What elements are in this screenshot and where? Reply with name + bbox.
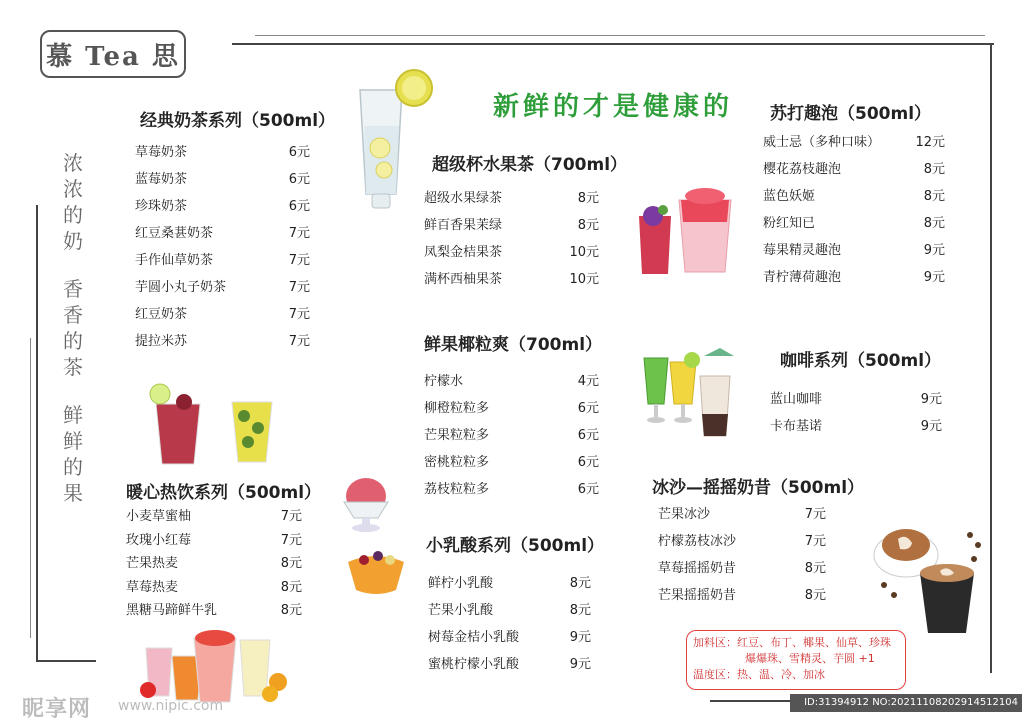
- item-price: 9元: [569, 630, 591, 645]
- menu-list-smoothie: [658, 501, 826, 609]
- vertical-slogan-3: 鲜鲜的果: [63, 403, 83, 505]
- item-price: 9元: [923, 243, 945, 258]
- menu-item: [424, 368, 599, 395]
- menu-item: [658, 501, 826, 528]
- item-name: 芒果热麦: [126, 556, 179, 571]
- item-price: 9元: [923, 270, 945, 285]
- menu-item: [428, 570, 591, 597]
- menu-list-classic-milk-tea: [135, 139, 310, 355]
- item-name: 荔枝粒粒多: [424, 482, 490, 497]
- frame-line: [232, 43, 994, 45]
- menu-item: [424, 395, 599, 422]
- menu-item: [658, 528, 826, 555]
- item-price: 12元: [915, 135, 945, 150]
- brand-logo: 慕 Tea 思: [40, 30, 186, 78]
- menu-list-fruit-tea: [424, 185, 599, 293]
- coffee-cups-image: [870, 515, 986, 635]
- item-price: 7元: [288, 334, 310, 349]
- item-price: 9元: [569, 657, 591, 672]
- menu-item: [135, 274, 310, 301]
- menu-item: [126, 505, 302, 529]
- item-price: 7元: [288, 280, 310, 295]
- menu-item: [763, 264, 945, 291]
- item-price: 7元: [804, 534, 826, 549]
- item-price: 8元: [923, 162, 945, 177]
- addon-toppings: 加料区：红豆、布丁、椰果、仙草、珍珠: [693, 636, 891, 649]
- item-name: 蓝莓奶茶: [135, 172, 188, 187]
- section-title-fruit-tea: 超级杯水果茶（700ml）: [432, 155, 628, 175]
- menu-item: [763, 210, 945, 237]
- item-price: 8元: [569, 576, 591, 591]
- section-title-coconut: 鲜果椰粒爽（700ml）: [424, 335, 603, 355]
- menu-item: [135, 328, 310, 355]
- frame-line: [36, 660, 96, 662]
- item-name: 蜜桃柠檬小乳酸: [428, 657, 520, 672]
- menu-item: [763, 183, 945, 210]
- menu-item: [424, 422, 599, 449]
- item-name: 满杯西柚果茶: [424, 272, 503, 287]
- menu-item: [770, 386, 942, 413]
- item-price: 8元: [280, 556, 302, 571]
- item-price: 8元: [804, 588, 826, 603]
- menu-item: [135, 247, 310, 274]
- frame-line: [30, 338, 31, 638]
- item-name: 芋圆小丸子奶茶: [135, 280, 227, 295]
- item-price: 8元: [280, 579, 302, 595]
- frame-line: [36, 205, 38, 660]
- menu-list-soda: [763, 129, 945, 291]
- vertical-slogan-2: 香香的茶: [63, 277, 83, 379]
- menu-item: [424, 266, 599, 293]
- menu-item: [428, 651, 591, 678]
- frame-line: [990, 43, 992, 673]
- addon-box: [686, 630, 906, 690]
- item-price: 10元: [569, 272, 599, 287]
- menu-item: [135, 139, 310, 166]
- item-name: 芒果粒粒多: [424, 428, 490, 443]
- menu-item: [135, 301, 310, 328]
- menu-item: [658, 582, 826, 609]
- menu-item: [770, 413, 942, 440]
- item-name: 蓝色妖姬: [763, 189, 816, 204]
- item-name: 手作仙草奶茶: [135, 253, 214, 268]
- item-name: 威士忌（多种口味）: [763, 135, 881, 150]
- vertical-slogan-1: 浓浓的奶: [63, 151, 83, 253]
- item-name: 树莓金桔小乳酸: [428, 630, 520, 645]
- item-price: 6元: [577, 455, 599, 470]
- item-price: 7元: [280, 532, 302, 548]
- item-price: 7元: [804, 507, 826, 522]
- item-price: 4元: [577, 374, 599, 389]
- item-name: 珍珠奶茶: [135, 199, 188, 214]
- addon-temperature: 温度区：热、温、冷、加冰: [693, 668, 825, 681]
- menu-list-yogurt: [428, 570, 591, 678]
- watermark-url: www.nipic.com: [118, 698, 224, 714]
- menu-item: [428, 624, 591, 651]
- menu-item: [763, 129, 945, 156]
- item-price: 9元: [920, 392, 942, 407]
- item-name: 芒果冰沙: [658, 507, 711, 522]
- item-price: 6元: [288, 199, 310, 214]
- item-price: 9元: [920, 419, 942, 434]
- item-name: 草莓奶茶: [135, 145, 188, 160]
- item-price: 6元: [577, 401, 599, 416]
- section-title-classic-milk-tea: 经典奶茶系列（500ml）: [140, 111, 336, 131]
- item-name: 超级水果绿茶: [424, 191, 503, 206]
- menu-item: [428, 597, 591, 624]
- item-price: 8元: [923, 189, 945, 204]
- frame-line: [255, 35, 985, 36]
- menu-item: [424, 449, 599, 476]
- item-name: 卡布基诺: [770, 419, 823, 434]
- item-name: 芒果摇摇奶昔: [658, 588, 737, 603]
- item-name: 黑糖马蹄鲜牛乳: [126, 603, 218, 618]
- section-title-hot-drinks: 暖心热饮系列（500ml）: [126, 483, 322, 503]
- item-price: 8元: [569, 603, 591, 618]
- item-price: 8元: [577, 218, 599, 233]
- item-name: 莓果精灵趣泡: [763, 243, 842, 258]
- item-price: 6元: [577, 482, 599, 497]
- shaved-ice-image: [340, 474, 392, 534]
- item-name: 提拉米苏: [135, 334, 188, 349]
- menu-list-hot-drinks: [126, 505, 302, 623]
- menu-item: [126, 599, 302, 623]
- iced-drinks-image: [148, 380, 288, 468]
- menu-item: [126, 529, 302, 553]
- menu-item: [424, 476, 599, 503]
- item-name: 蓝山咖啡: [770, 392, 823, 407]
- section-title-soda: 苏打趣泡（500ml）: [770, 104, 932, 124]
- item-name: 芒果小乳酸: [428, 603, 494, 618]
- menu-item: [763, 156, 945, 183]
- item-price: 8元: [577, 191, 599, 206]
- item-name: 红豆奶茶: [135, 307, 188, 322]
- item-price: 7元: [288, 226, 310, 241]
- item-price: 7元: [288, 307, 310, 322]
- item-name: 草莓热麦: [126, 579, 179, 595]
- section-title-coffee: 咖啡系列（500ml）: [780, 351, 942, 371]
- menu-item: [424, 212, 599, 239]
- item-name: 红豆桑葚奶茶: [135, 226, 214, 241]
- fruit-cups-image: [140, 628, 290, 704]
- item-name: 柠檬荔枝冰沙: [658, 534, 737, 549]
- juice-glasses-image: [638, 334, 738, 440]
- item-price: 7元: [288, 253, 310, 268]
- item-price: 8元: [923, 216, 945, 231]
- item-name: 鲜柠小乳酸: [428, 576, 494, 591]
- menu-item: [658, 555, 826, 582]
- watermark-id: ID:31394912 NO:20211108202914512104: [790, 694, 1022, 712]
- item-name: 小麦草蜜柚: [126, 509, 192, 524]
- addon-toppings-more: 爆爆珠、雪精灵、芋圆 +1: [745, 652, 875, 665]
- item-price: 6元: [288, 145, 310, 160]
- dessert-bowl-image: [344, 546, 408, 598]
- section-title-yogurt: 小乳酸系列（500ml）: [426, 536, 605, 556]
- menu-list-coffee: [770, 386, 942, 440]
- slogan: 新鲜的才是健康的: [493, 92, 734, 122]
- menu-item: [763, 237, 945, 264]
- menu-item: [424, 239, 599, 266]
- item-price: 10元: [569, 245, 599, 260]
- item-name: 凤梨金桔果茶: [424, 245, 503, 260]
- item-name: 青柠薄荷趣泡: [763, 270, 842, 285]
- lemon-water-glass-image: [352, 66, 438, 214]
- item-name: 粉红知已: [763, 216, 816, 231]
- item-name: 鲜百香果茉绿: [424, 218, 503, 233]
- item-name: 玫瑰小红莓: [126, 532, 192, 548]
- menu-item: [126, 576, 302, 600]
- item-price: 8元: [804, 561, 826, 576]
- menu-item: [135, 166, 310, 193]
- fruit-tea-cups-image: [635, 186, 745, 276]
- item-name: 樱花荔枝趣泡: [763, 162, 842, 177]
- item-price: 6元: [288, 172, 310, 187]
- menu-item: [126, 552, 302, 576]
- menu-item: [135, 193, 310, 220]
- item-price: 6元: [577, 428, 599, 443]
- menu-item: [135, 220, 310, 247]
- watermark-brand: 昵享网: [22, 697, 92, 722]
- item-name: 密桃粒粒多: [424, 455, 490, 470]
- item-price: 8元: [280, 603, 302, 618]
- item-name: 草莓摇摇奶昔: [658, 561, 737, 576]
- item-name: 柠檬水: [424, 374, 464, 389]
- menu-list-coconut: [424, 368, 599, 503]
- item-price: 7元: [280, 509, 302, 524]
- menu-item: [424, 185, 599, 212]
- section-title-smoothie: 冰沙—摇摇奶昔（500ml）: [652, 478, 865, 498]
- item-name: 柳橙粒粒多: [424, 401, 490, 416]
